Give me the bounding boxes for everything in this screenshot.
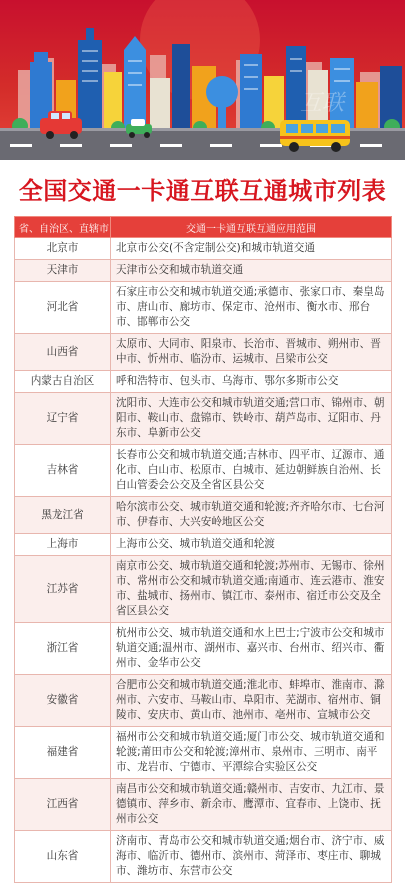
province-cell: 天津市 xyxy=(15,260,111,282)
province-cell: 福建省 xyxy=(15,727,111,779)
table-row xyxy=(15,497,392,534)
province-cell: 黑龙江省 xyxy=(15,497,111,534)
province-cell: 河北省 xyxy=(15,282,111,334)
scope-cell: 杭州市公交、城市轨道交通和水上巴士;宁波市公交和城市轨道交通;温州市、湖州市、嘉兴市、台州市、绍兴市、衢州市、金华市公交 xyxy=(111,623,392,675)
scope-cell: 石家庄市公交和城市轨道交通;承德市、张家口市、秦皇岛市、唐山市、廊坊市、保定市、沧州市、衡水市、邢台市、邯郸市公交 xyxy=(111,282,392,334)
watermark-text: 互联 xyxy=(300,91,345,116)
province-cell: 山东省 xyxy=(15,831,111,883)
scope-cell: 北京市公交(不含定制公交)和城市轨道交通 xyxy=(111,238,392,260)
table-row xyxy=(15,623,392,675)
table-row xyxy=(15,831,392,883)
province-cell: 江苏省 xyxy=(15,556,111,623)
table-row xyxy=(15,556,392,623)
table-row xyxy=(15,534,392,556)
province-cell: 吉林省 xyxy=(15,445,111,497)
table-row xyxy=(15,334,392,371)
city-table-container xyxy=(14,216,391,883)
scope-cell: 济南市、青岛市公交和城市轨道交通;烟台市、济宁市、威海市、临沂市、德州市、滨州市、菏泽市、枣庄市、聊城市、潍坊市、东营市公交 xyxy=(111,831,392,883)
city-table xyxy=(14,216,392,883)
province-cell: 安徽省 xyxy=(15,675,111,727)
table-row xyxy=(15,445,392,497)
table-row xyxy=(15,282,392,334)
scope-cell: 太原市、大同市、阳泉市、长治市、晋城市、朔州市、晋中市、忻州市、临汾市、运城市、吕梁市公交 xyxy=(111,334,392,371)
table-row xyxy=(15,779,392,831)
scope-cell: 上海市公交、城市轨道交通和轮渡 xyxy=(111,534,392,556)
header-scope: 交通一卡通互联互通应用范围 xyxy=(111,217,392,238)
scope-cell: 哈尔滨市公交、城市轨道交通和轮渡;齐齐哈尔市、七台河市、伊春市、大兴安岭地区公交 xyxy=(111,497,392,534)
table-row xyxy=(15,675,392,727)
table-row xyxy=(15,238,392,260)
header-province: 省、自治区、直辖市 xyxy=(15,217,111,238)
table-row xyxy=(15,371,392,393)
scope-cell: 呼和浩特市、包头市、乌海市、鄂尔多斯市公交 xyxy=(111,371,392,393)
province-cell: 上海市 xyxy=(15,534,111,556)
city-skyline-illustration xyxy=(0,0,405,160)
page-title: 全国交通一卡通互联互通城市列表 xyxy=(18,176,387,205)
table-row xyxy=(15,393,392,445)
table-row xyxy=(15,727,392,779)
scope-cell: 福州市公交和城市轨道交通;厦门市公交、城市轨道交通和轮渡;莆田市公交和轮渡;漳州市、泉州市、三明市、南平市、龙岩市、宁德市、平潭综合实验区公交 xyxy=(111,727,392,779)
scope-cell: 南京市公交、城市轨道交通和轮渡;苏州市、无锡市、徐州市、常州市公交和城市轨道交通;南通市、连云港市、淮安市、盐城市、扬州市、镇江市、泰州市、宿迁市公交及全省区县公交 xyxy=(111,556,392,623)
scope-cell: 南昌市公交和城市轨道交通;赣州市、吉安市、九江市、景德镇市、萍乡市、新余市、鹰潭市、宜春市、上饶市、抚州市公交 xyxy=(111,779,392,831)
province-cell: 山西省 xyxy=(15,334,111,371)
scope-cell: 沈阳市、大连市公交和城市轨道交通;营口市、锦州市、朝阳市、鞍山市、盘锦市、铁岭市、葫芦岛市、辽阳市、丹东市、阜新市公交 xyxy=(111,393,392,445)
table-header-row xyxy=(15,217,392,238)
scope-cell: 天津市公交和城市轨道交通 xyxy=(111,260,392,282)
scope-cell: 合肥市公交和城市轨道交通;淮北市、蚌埠市、淮南市、滁州市、六安市、马鞍山市、阜阳市、芜湖市、宿州市、铜陵市、安庆市、黄山市、池州市、亳州市、宣城市公交 xyxy=(111,675,392,727)
province-cell: 辽宁省 xyxy=(15,393,111,445)
province-cell: 浙江省 xyxy=(15,623,111,675)
table-row xyxy=(15,260,392,282)
scope-cell: 长春市公交和城市轨道交通;吉林市、四平市、辽源市、通化市、白山市、松原市、白城市、延边朝鲜族自治州、长白山管委会公交及全省区县公交 xyxy=(111,445,392,497)
city-banner xyxy=(0,0,405,160)
province-cell: 江西省 xyxy=(15,779,111,831)
province-cell: 北京市 xyxy=(15,238,111,260)
province-cell: 内蒙古自治区 xyxy=(15,371,111,393)
title-area xyxy=(0,160,405,216)
